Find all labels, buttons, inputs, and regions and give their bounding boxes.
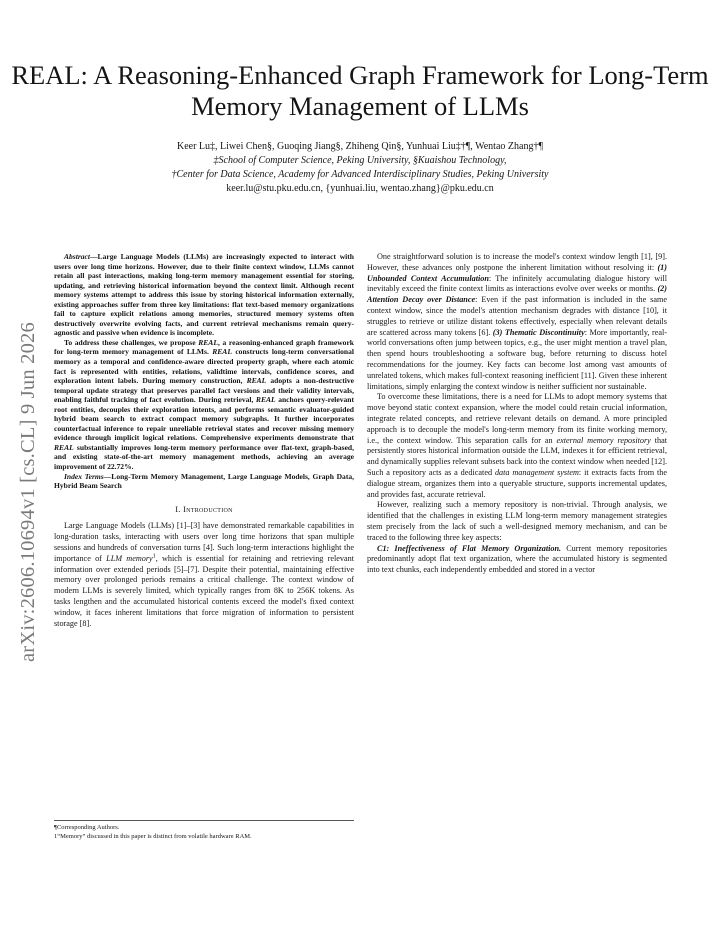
real-name: REAL bbox=[54, 442, 74, 452]
data-management-term: data management system bbox=[494, 467, 579, 477]
llm-memory-term: LLM memory bbox=[106, 553, 153, 563]
arxiv-stamp: arXiv:2606.10694v1 [cs.CL] 9 Jun 2026 bbox=[17, 322, 39, 662]
intro-paragraph-1 bbox=[54, 521, 354, 629]
author-block bbox=[0, 140, 720, 196]
intro-paragraph-3 bbox=[367, 392, 667, 500]
intro-text-2a: One straightforward solution is to increase the model's context window length [1], [9]. However, these advances only postpone the inherent limitation without resolving it: bbox=[367, 252, 667, 272]
real-name: REAL bbox=[246, 376, 267, 386]
footnote-marker: 1 bbox=[152, 553, 156, 560]
abstract-text-2f: substantially improves long-term memory performance over flat-text, graph-based, and existing state-of-the-art memory management methods, achieving an average improvement of 22.72%. bbox=[54, 442, 354, 472]
real-name: REAL bbox=[212, 347, 232, 357]
footnote-memory: 1“Memory” discussed in this paper is distinct from volatile hardware RAM. bbox=[54, 832, 252, 840]
challenge-c1 bbox=[367, 544, 667, 576]
real-name: REAL bbox=[255, 395, 276, 405]
abstract-text-2e: anchors query-relevant root entities, decouples their exploration intents, and performs semantic evaluator-guided hybrid beam search to extract compact memory subgraphs. It further incorporates counterfactual inference to repair unreliable retrieval states and recover missing memory evidence through implicit logical relations. Comprehensive experiments demonstrate that bbox=[54, 395, 354, 443]
intro-text-3b: that persistently stores historical information outside the LLM, indexes it for efficient retrieval, and dynamically supplies relevant subsets back into the context window when needed [12]. Such a repository acts as a dedicated bbox=[367, 435, 667, 477]
abstract-paragraph-2 bbox=[54, 338, 354, 472]
intro-text-3a: To overcome these limitations, there is a need for LLMs to adopt memory systems that move beyond static context expansion, where the model could retain crucial information, integrate related concepts, and retrieve relevant details on demand. A more principled approach is to decouple the model's long-term memory from its finite working memory, i.e., the context window. This separation calls for an bbox=[367, 392, 667, 445]
affiliation-1: ‡School of Computer Science, Peking University, §Kuaishou Technology, bbox=[213, 155, 507, 166]
external-memory-term: external memory repository bbox=[556, 435, 651, 445]
intro-text-3c: : it extracts facts from the dialogue stream, organizes them into a queryable structure, supports incremental updates, and provides fast, accurate retrieval. bbox=[367, 467, 667, 499]
index-terms-text: —Long-Term Memory Management, Large Language Models, Graph Data, Hybrid Beam Search bbox=[54, 471, 354, 491]
limitation-3: (3) Thematic Discontinuity bbox=[492, 327, 585, 337]
intro-text-2d: : More importantly, real-world conversations often jump between topics, e.g., the user might mention a travel plan, then spend hours troubleshooting a software bug, before returning to discuss hotel recommendations for the journey. Key facts can become lost among vast amounts of unrelated tokens, which makes full-context reasoning inefficient [11]. Given these inherent limitations, simply enlarging the context window is neither sufficient nor sustainable. bbox=[367, 327, 667, 391]
abstract bbox=[54, 252, 354, 491]
limitation-2: (2) Attention Decay over Distance bbox=[367, 284, 667, 305]
intro-paragraph-2 bbox=[367, 252, 667, 392]
intro-paragraph-4: However, realizing such a memory repository is non-trivial. Through analysis, we identified that the challenges in existing LLM long-term memory management strategies stem precisely from the lack of such a well-designed memory mechanism, and can be traced to the following three key aspects: bbox=[367, 500, 667, 542]
footnotes bbox=[54, 820, 354, 842]
footnote-corresponding: ¶Corresponding Authors. bbox=[54, 824, 120, 831]
affiliation-2: †Center for Data Science, Academy for Advanced Interdisciplinary Studies, Peking University bbox=[171, 169, 549, 180]
challenge-c1-label: C1: Ineffectiveness of Flat Memory Organization. bbox=[377, 543, 562, 553]
index-terms-label: Index Terms bbox=[64, 471, 104, 481]
intro-text-1b: , which is essential for retaining and retrieving relevant information over extended periods [5]–[7]. Despite their potential, maintaining effective memory over prolonged periods remains a critical challenge. The context window of modern LLMs is severely limited, which typically ranges from 8K to 256K tokens. As tasks lengthen and the accumulated historical contents exceed the model's fixed context window, it faces inherent limitations that force migration of information to persistent storage [8]. bbox=[54, 553, 354, 628]
abstract-text-1: —Large Language Models (LLMs) are increasingly expected to interact with users over long time horizons. However, due to their finite context window, LLMs cannot retain all past interactions, making long-term memory management essential for storing, updating, and retrieving historical information beyond the context limit. Although recent memory systems attempt to address this issue by storing historical information externally, existing approaches suffer from three key limitations: flat text-based memory organizations fail to capture explicit relations among memories, structured memory systems often destructively overwrite evolving facts, and current retrieval mechanisms remain query-agnostic and passive when evidence is incomplete. bbox=[54, 252, 354, 338]
abstract-text-2a: To address these challenges, we propose bbox=[64, 337, 199, 347]
abstract-label: Abstract bbox=[64, 252, 90, 261]
author-emails: keer.lu@stu.pku.edu.cn, {yunhuai.liu, wentao.zhang}@pku.edu.cn bbox=[226, 183, 494, 194]
abstract-text-2d: adopts a non-destructive temporal update strategy that preserves parallel fact versions and their validity intervals, enabling faithful tracking of fact evolution. During retrieval, bbox=[54, 376, 354, 405]
intro-text-1a: Large Language Models (LLMs) [1]–[3] have demonstrated remarkable capabilities in long-duration tasks, interacting with users over long time horizons that span multiple sessions and hundreds of conversation turns [4]. Such long-term interactions highlight the importance of bbox=[54, 521, 354, 563]
left-column bbox=[54, 252, 354, 629]
abstract-text-2c: constructs long-term conversational memory as a temporal and confidence-aware directed property graph, where each atomic fact is represented with entities, relations, validtime intervals, confidence scores, and exploration intent labels. During memory construction, bbox=[54, 347, 355, 386]
right-column bbox=[367, 252, 667, 576]
intro-text-2c: : Even if the past information is included in the same context window, since the model's attention mechanism degrades with distance [10], it struggles to retrieve or utilize distant tokens effectively, especially when relevant details are scattered across many tokens [6]. bbox=[367, 295, 667, 337]
index-terms bbox=[54, 472, 354, 491]
challenge-c1-text: Current memory repositories predominantly adopt flat text organization, where the accumulated history is segmented into text chunks, each independently embedded and stored in a vector bbox=[367, 543, 667, 575]
paper-title: REAL: A Reasoning-Enhanced Graph Framework for Long-Term Memory Management of LLMs bbox=[11, 60, 709, 121]
intro-text-2b: : The infinitely accumulating dialogue history will inevitably exceed the finite context limits as interactions evolve over weeks or months. bbox=[367, 273, 667, 294]
real-name: REAL bbox=[198, 337, 218, 347]
abstract-text-2b: , a reasoning-enhanced graph framework for long-term memory management of LLMs. bbox=[54, 337, 354, 357]
author-list: Keer Lu‡, Liwei Chen§, Guoqing Jiang§, Zhiheng Qin§, Yunhuai Liu‡†¶, Wentao Zhang†¶ bbox=[177, 141, 543, 152]
section-heading: I. Introduction bbox=[175, 504, 233, 514]
limitation-1: (1) Unbounded Context Accumulation bbox=[367, 262, 667, 283]
